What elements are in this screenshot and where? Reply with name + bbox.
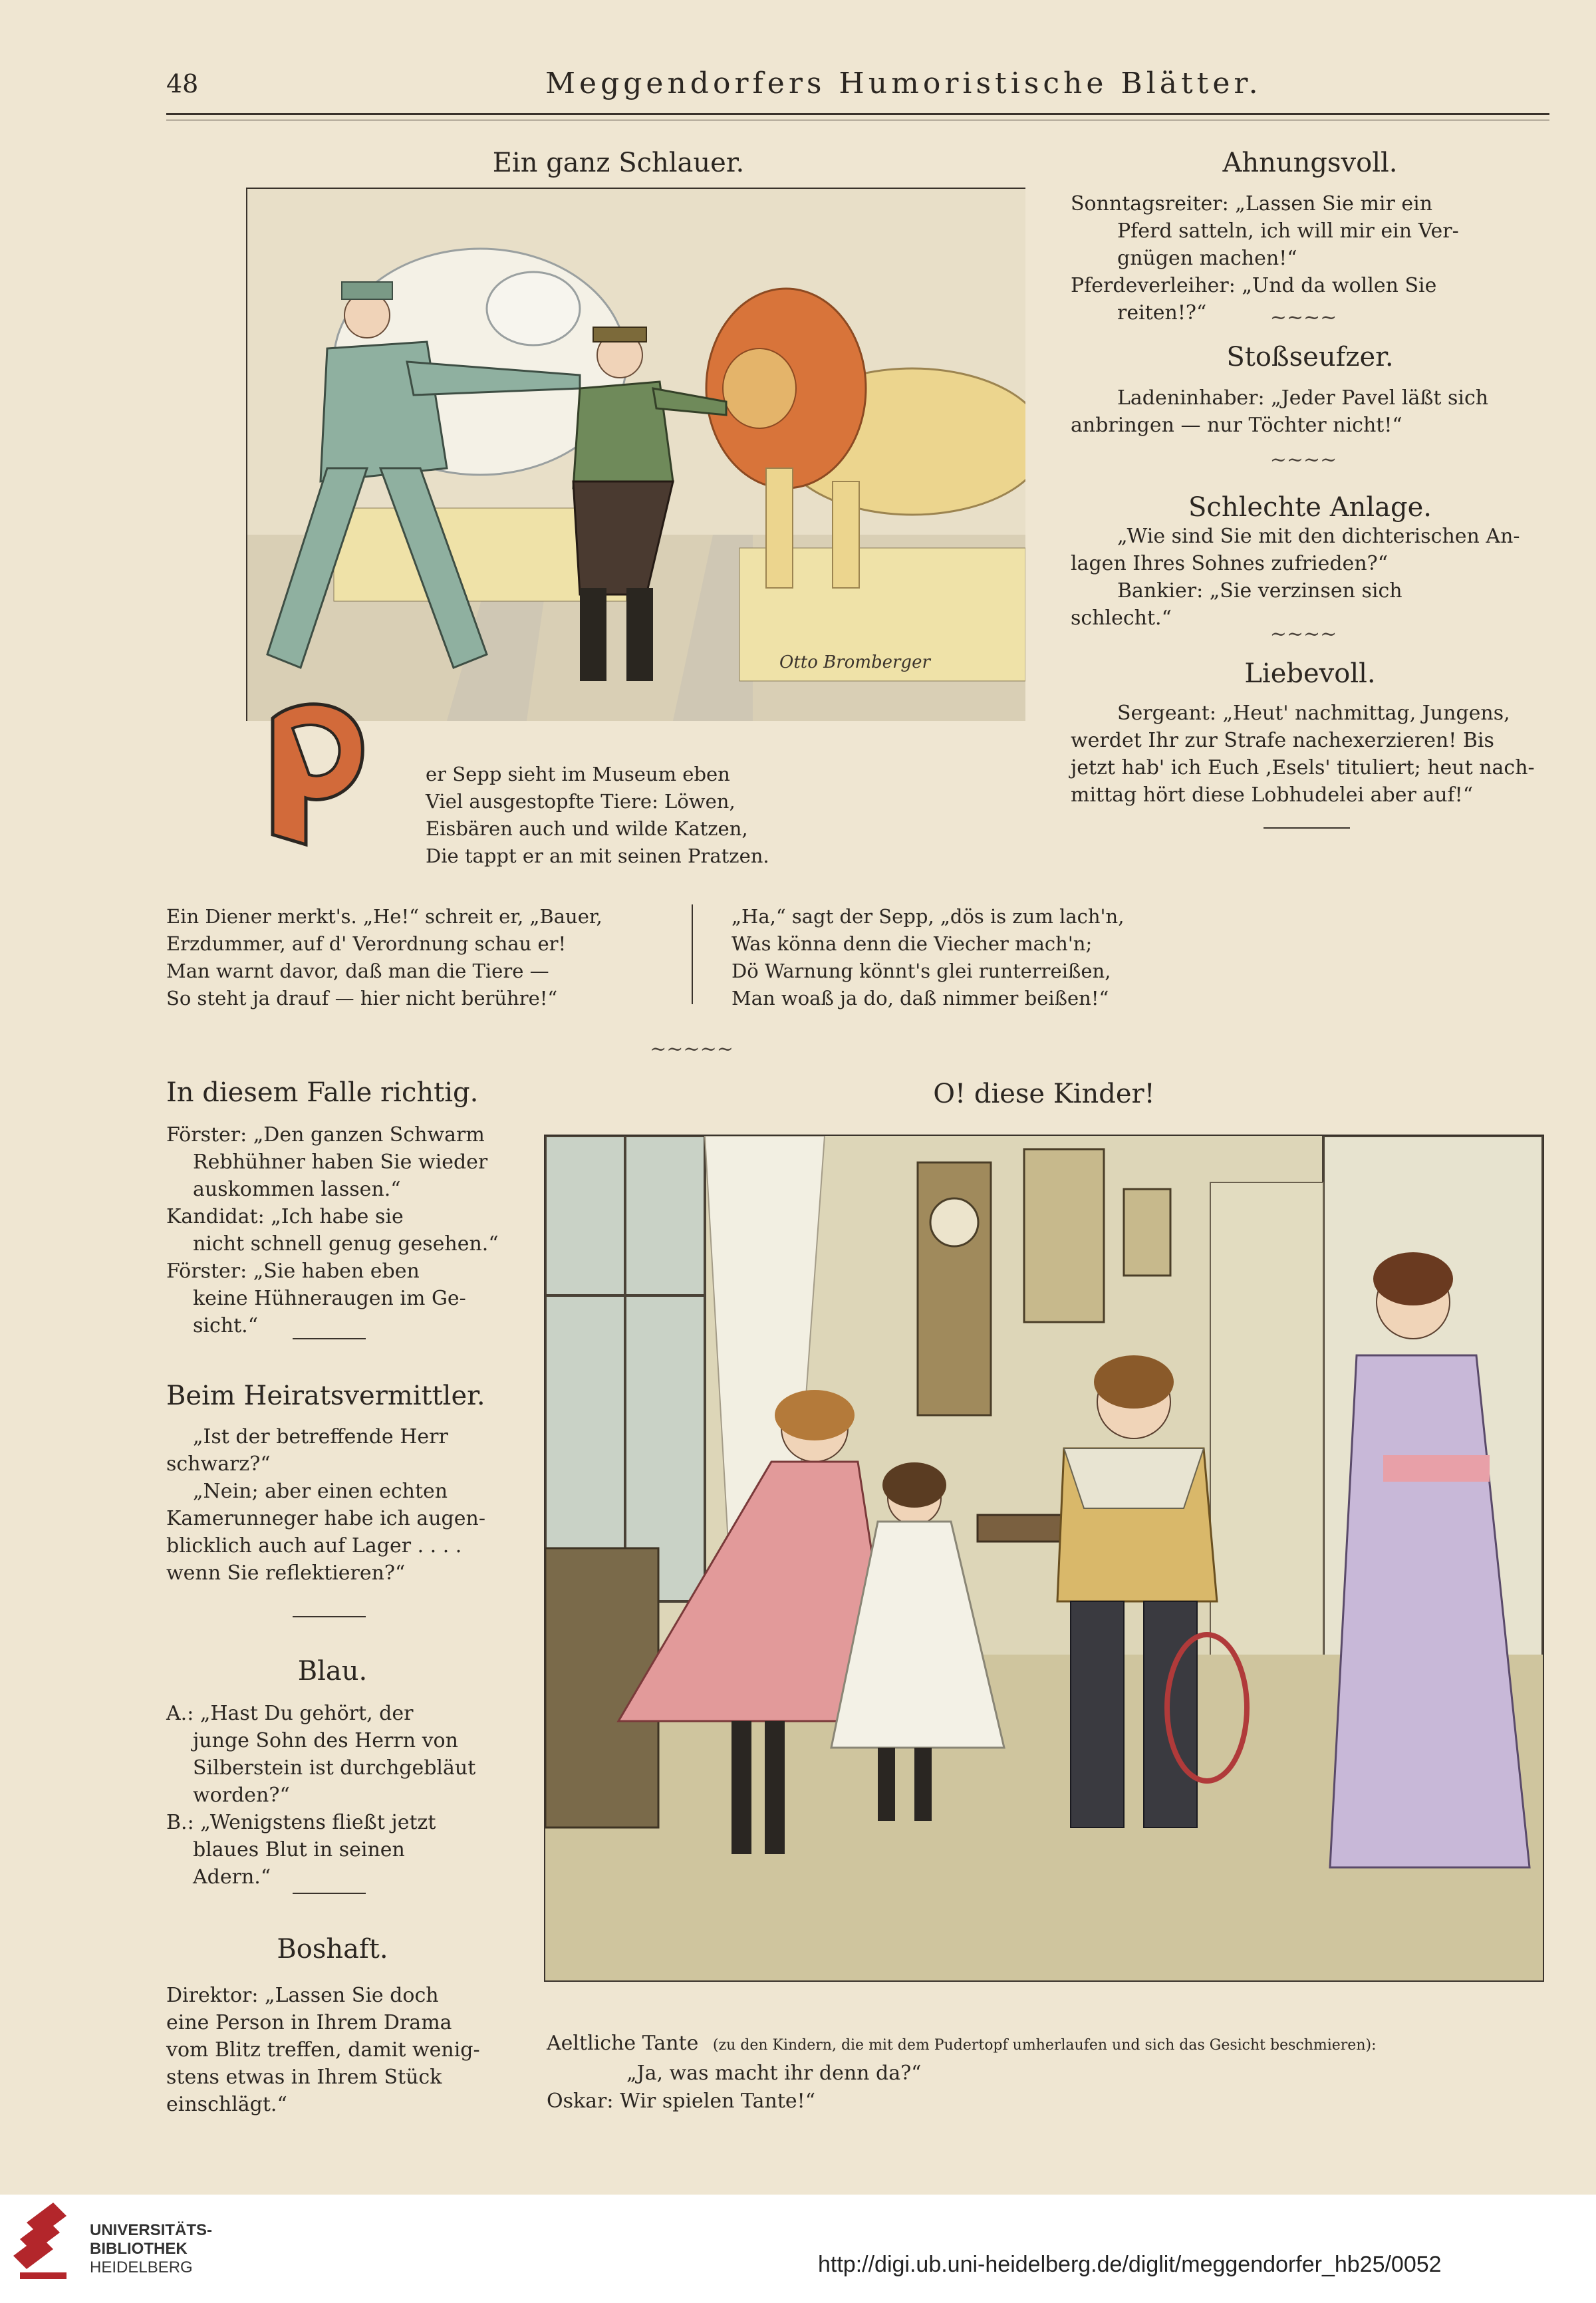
text-line: Sonntagsreiter: „Lassen Sie mir ein [1071,192,1433,215]
kinder-caption [547,2030,1544,2115]
caption-speaker: Aeltliche Tante [547,2032,699,2055]
text-line: Pferdeverleiher: „Und da wollen Sie [1071,274,1437,297]
text-line: Silberstein ist durchgebläut [193,1756,476,1780]
kinder-title: O! diese Kinder! [933,1079,1155,1109]
blau-text [166,1700,499,1891]
source-url-link[interactable]: http://digi.ub.uni-heidelberg.de/diglit/meggendorfer_hb25/0052 [818,2252,1442,2277]
intro-line: Die tappt er an mit seinen Pratzen. [426,845,769,867]
page-number: 48 [166,69,199,98]
drop-cap-svg [246,692,379,851]
text-line: gnügen machen!“ [1117,247,1297,270]
in-diesem-falle-title: In diesem Falle richtig. [166,1077,479,1108]
drop-cap [246,692,379,851]
text-line: blicklich auch auf Lager . . . . [166,1534,462,1558]
children-illustration [544,1135,1544,1982]
text-line: Bankier: „Sie verzinsen sich [1117,579,1402,603]
text-line: auskommen lassen.“ [193,1178,401,1201]
section-divider [293,1616,366,1617]
text-line: jetzt hab' ich Euch ‚Esels' tituliert; heut nach- [1071,756,1535,779]
blau-title: Blau. [297,1656,368,1687]
wave-ornament: ~~~~~ [650,1037,733,1061]
text-line: Förster: „Sie haben eben [166,1260,420,1283]
sepp-right-stanza [732,903,1244,1012]
text-line: blaues Blut in seinen [193,1838,405,1861]
caption-line-1 [547,2030,1544,2060]
library-footer [0,2195,1596,2303]
stanza-line: Man woaß ja do, daß nimmer beißen!“ [732,987,1109,1010]
text-line: lagen Ihres Sohnes zufrieden?“ [1071,552,1389,575]
text-line: schlecht.“ [1071,607,1172,630]
story-title-sepp: Ein ganz Schlauer. [492,148,745,178]
text-line: sicht.“ [193,1314,259,1337]
heiratsvermittler-title: Beim Heiratsvermittler. [166,1381,485,1411]
text-line: Kandidat: „Ich habe sie [166,1205,404,1228]
intro-line: Viel ausgestopfte Tiere: Löwen, [426,790,735,813]
text-line: „Wie sind Sie mit den dichterischen An- [1117,525,1520,548]
text-line: nicht schnell genug gesehen.“ [193,1232,499,1256]
text-line: wenn Sie reflektieren?“ [166,1561,406,1585]
text-line: Ladeninhaber: „Jeder Pavel läßt sich [1117,386,1489,410]
text-line: Rebhühner haben Sie wieder [193,1151,488,1174]
stanza-line: Was könna denn die Viecher mach'n; [732,932,1093,955]
children-scene-svg [545,1136,1543,1980]
heiratsvermittler-text [166,1423,499,1587]
text-line: mittag hört diese Lobhudelei aber auf!“ [1071,783,1474,807]
text-line: stens etwas in Ihrem Stück [166,2066,442,2089]
intro-line: er Sepp sieht im Museum eben [426,763,730,785]
liebevoll-title: Liebevoll. [1244,658,1376,689]
text-line: reiten!?“ [1117,301,1207,325]
wave-ornament: ~~~~ [1269,622,1337,646]
magazine-title: Meggendorfers Humoristische Blätter. [545,67,1262,100]
stossseufzer-text [1071,384,1549,439]
stanza-line: Ein Diener merkt's. „He!“ schreit er, „Bauer, [166,905,602,928]
ahnungsvoll-title: Ahnungsvoll. [1222,148,1398,178]
stanza-divider [692,904,693,1004]
text-line: schwarz?“ [166,1452,271,1476]
intro-line: Eisbären auch und wilde Katzen, [426,817,748,840]
library-logo-icon [13,2203,80,2289]
text-line: anbringen — nur Töchter nicht!“ [1071,414,1402,437]
in-diesem-falle-text [166,1121,499,1339]
stossseufzer-title: Stoßseufzer. [1226,342,1394,372]
library-name-line: HEIDELBERG [90,2258,193,2276]
text-line: Förster: „Den ganzen Schwarm [166,1123,485,1147]
text-line: Kamerunneger habe ich augen- [166,1507,485,1530]
text-line: Sergeant: „Heut' nachmittag, Jungens, [1117,702,1510,725]
section-divider [1264,827,1350,829]
stanza-line: Dö Warnung könnt's glei runterreißen, [732,960,1111,982]
wave-ornament: ~~~~ [1269,306,1337,329]
text-line: „Nein; aber einen echten [193,1480,448,1503]
text-line: werdet Ihr zur Strafe nachexerzieren! Bis [1071,729,1494,752]
schlechte-anlage-text [1071,523,1549,632]
library-name[interactable] [90,2221,212,2277]
text-line: A.: „Hast Du gehört, der [166,1702,414,1725]
stanza-line: Man warnt davor, daß man die Tiere — [166,960,549,982]
text-line: junge Sohn des Herrn von [193,1729,458,1752]
liebevoll-text [1071,700,1549,809]
text-line: Pferd satteln, ich will mir ein Ver- [1117,219,1459,243]
text-line: vom Blitz treffen, damit wenig- [166,2038,480,2062]
text-line: Adern.“ [193,1865,271,1889]
text-line: B.: „Wenigstens fließt jetzt [166,1811,436,1834]
museum-illustration [246,188,1025,721]
sepp-intro [426,761,838,870]
caption-line-2: „Ja, was macht ihr denn da?“ [626,2062,922,2085]
section-divider [293,1893,366,1894]
caption-line-3: Oskar: Wir spielen Tante!“ [547,2090,816,2113]
stanza-line: Erzdummer, auf d' Verordnung schau er! [166,932,567,955]
artist-signature: Otto Bromberger [779,652,930,672]
schlechte-anlage-title: Schlechte Anlage. [1188,492,1432,523]
museum-scene-svg [247,189,1025,721]
stanza-line: So steht ja drauf — hier nicht berühre!“ [166,987,558,1010]
library-name-line: UNIVERSITÄTS- [90,2221,213,2239]
boshaft-text [166,1982,499,2118]
text-line: keine Hühneraugen im Ge- [193,1287,466,1310]
caption-note: (zu den Kindern, die mit dem Pudertopf umherlaufen und sich das Gesicht beschmieren): [712,2037,1377,2054]
text-line: „Ist der betreffende Herr [193,1425,448,1448]
text-line: eine Person in Ihrem Drama [166,2011,452,2034]
stanza-line: „Ha,“ sagt der Sepp, „dös is zum lach'n, [732,905,1125,928]
text-line: worden?“ [193,1784,290,1807]
text-line: Direktor: „Lassen Sie doch [166,1984,439,2007]
library-name-line: BIBLIOTHEK [90,2240,188,2258]
sepp-left-stanza [166,903,678,1012]
header-rule [166,113,1549,115]
boshaft-title: Boshaft. [277,1934,388,1964]
text-line: einschlägt.“ [166,2093,287,2116]
wave-ornament: ~~~~ [1269,448,1337,472]
section-divider [293,1338,366,1339]
